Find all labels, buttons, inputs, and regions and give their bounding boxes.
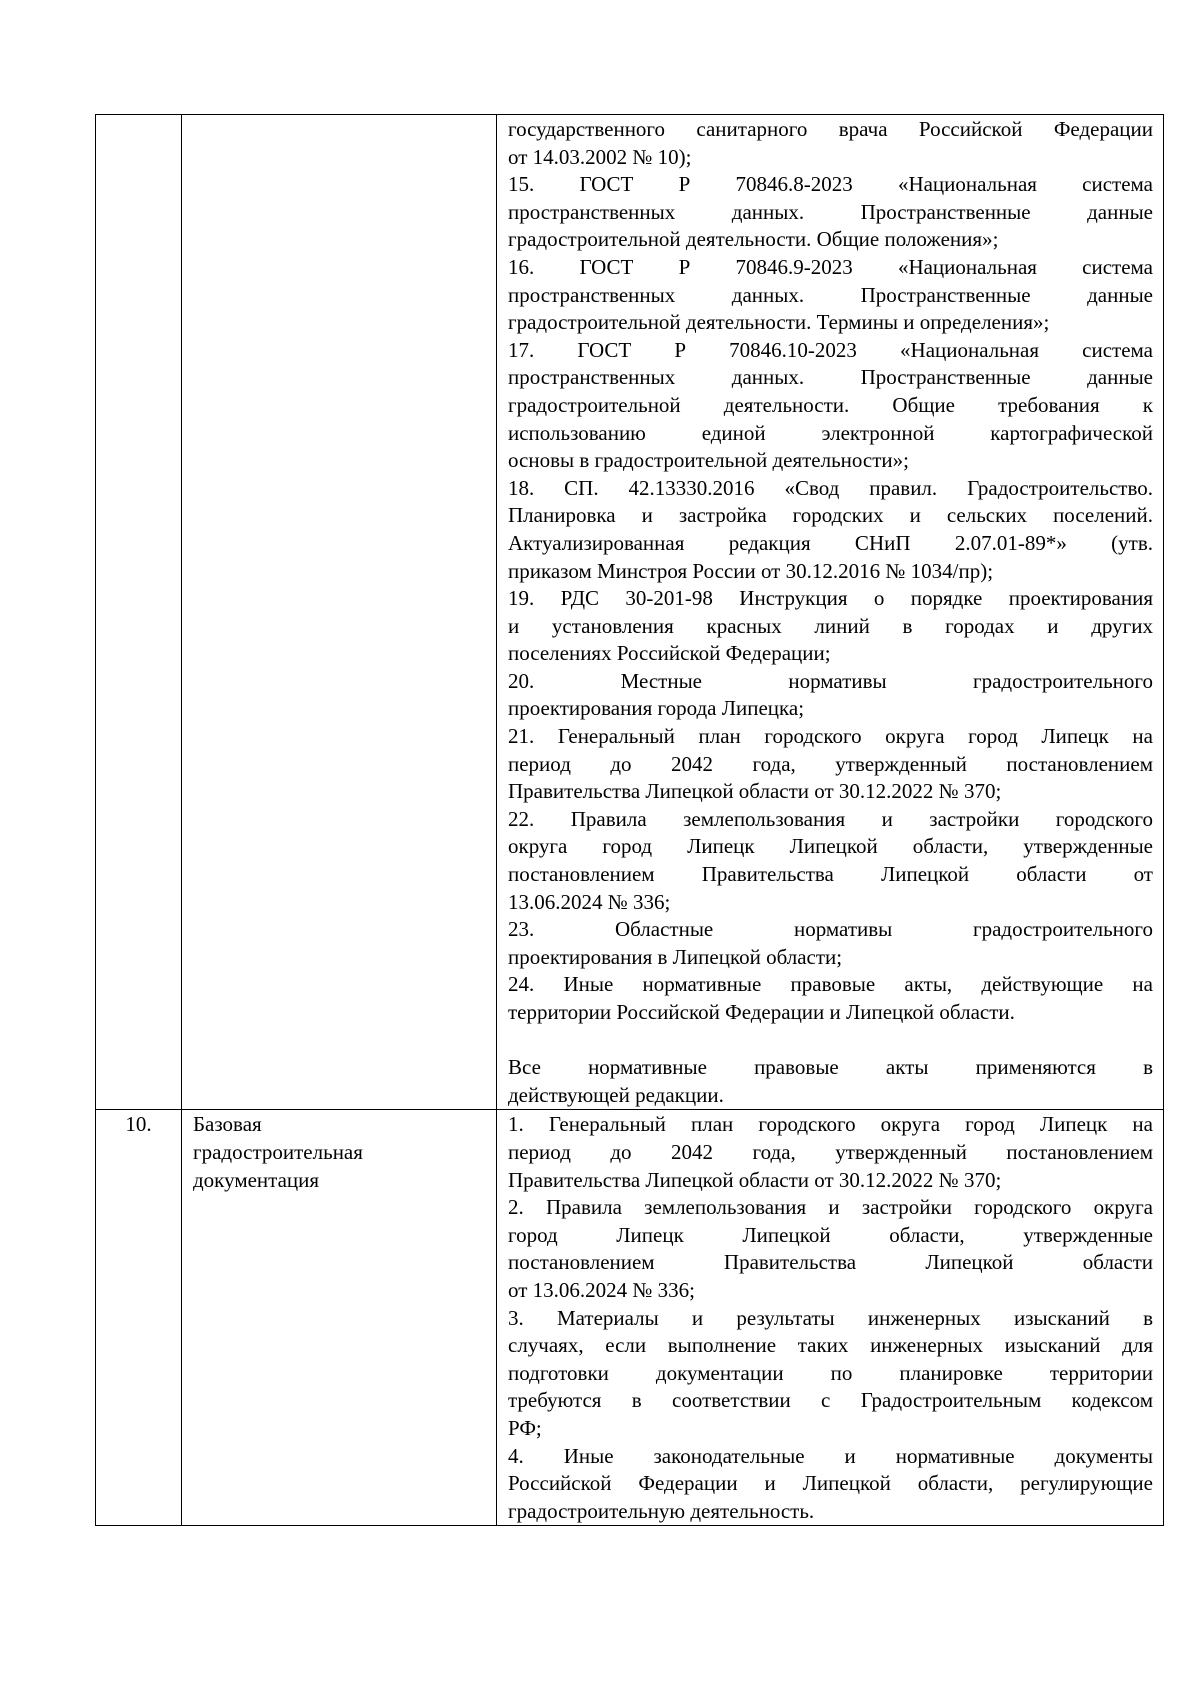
content-line: поселениях Российской Федерации; bbox=[508, 641, 831, 666]
content-line: период до 2042 года, утвержденный постановлением bbox=[508, 751, 1153, 776]
content-line: 3. Материалы и результаты инженерных изысканий в bbox=[508, 1305, 1153, 1330]
row-title-line: Базовая bbox=[193, 1112, 262, 1137]
content-line: постановлением Правительства Липецкой области bbox=[508, 1250, 1153, 1275]
content-line: проектирования в Липецкой области; bbox=[508, 944, 843, 969]
content-line: 23. Областные нормативы градостроительного bbox=[508, 917, 1153, 942]
row-content-cell bbox=[497, 115, 1164, 1110]
content-line: территории Российской Федерации и Липецкой области. bbox=[508, 1000, 1015, 1024]
content-line: Правительства Липецкой области от 30.12.2022 № 370; bbox=[508, 1167, 1002, 1192]
content-line: от 13.06.2024 № 336; bbox=[508, 1277, 696, 1302]
table-row bbox=[96, 115, 1164, 1110]
content-line: 24. Иные нормативные правовые акты, действующие на bbox=[508, 972, 1153, 997]
content-line: от 14.03.2002 № 10); bbox=[508, 144, 692, 169]
content-line: пространственных данных. Пространственные данные bbox=[508, 282, 1153, 307]
content-line: 16. ГОСТ Р 70846.9-2023 «Национальная система bbox=[508, 254, 1153, 279]
content-line: использованию единой электронной картографической bbox=[508, 420, 1153, 445]
content-line: государственного санитарного врача Российской Федерации bbox=[508, 117, 1153, 141]
content-line: приказом Минстроя России от 30.12.2016 № 1034/пр); bbox=[508, 558, 994, 583]
content-line: градостроительную деятельность. bbox=[508, 1498, 815, 1523]
row-title-cell bbox=[182, 1110, 497, 1526]
content-line: 20. Местные нормативы градостроительного bbox=[508, 668, 1153, 693]
content-line: и установления красных линий в городах и других bbox=[508, 613, 1153, 638]
content-line: Актуализированная редакция СНиП 2.07.01-89*» (утв. bbox=[508, 530, 1153, 555]
content-line: Российской Федерации и Липецкой области, регулирующие bbox=[508, 1471, 1153, 1496]
content-line: период до 2042 года, утвержденный постановлением bbox=[508, 1139, 1153, 1164]
content-line: градостроительной деятельности. Общие требования к bbox=[508, 392, 1153, 417]
content-line: 17. ГОСТ Р 70846.10-2023 «Национальная система bbox=[508, 337, 1153, 362]
content-line: 13.06.2024 № 336; bbox=[508, 889, 671, 914]
row-content-cell bbox=[497, 1110, 1164, 1526]
content-line: пространственных данных. Пространственные данные bbox=[508, 199, 1153, 224]
content-line: 21. Генеральный план городского округа город Липецк на bbox=[508, 724, 1153, 749]
content-line: Планировка и застройка городских и сельских поселений. bbox=[508, 503, 1153, 528]
row-number-cell bbox=[96, 1110, 182, 1526]
content-line: пространственных данных. Пространственные данные bbox=[508, 365, 1153, 390]
requirements-table bbox=[95, 114, 1164, 1526]
content-line: проектирования города Липецка; bbox=[508, 696, 805, 721]
content-line: постановлением Правительства Липецкой области от bbox=[508, 862, 1153, 887]
content-line: требуются в соответствии с Градостроительным кодексом bbox=[508, 1388, 1153, 1413]
content-line: округа город Липецк Липецкой области, утвержденные bbox=[508, 834, 1153, 859]
row-title-line: документация bbox=[193, 1167, 320, 1192]
content-line: основы в градостроительной деятельности»; bbox=[508, 448, 909, 473]
row-title-cell bbox=[182, 115, 497, 1110]
content-line: 22. Правила землепользования и застройки городского bbox=[508, 806, 1153, 831]
blank-line bbox=[508, 1027, 1153, 1055]
content-line: 15. ГОСТ Р 70846.8-2023 «Национальная система bbox=[508, 172, 1153, 197]
row-number-cell bbox=[96, 115, 182, 1110]
content-line: 18. СП. 42.13330.2016 «Свод правил. Градостроительство. bbox=[508, 475, 1153, 500]
row-title-line: градостроительная bbox=[193, 1139, 363, 1164]
content-line: случаях, если выполнение таких инженерных изысканий для bbox=[508, 1333, 1153, 1358]
content-line: 1. Генеральный план городского округа город Липецк на bbox=[508, 1112, 1153, 1137]
content-line: 4. Иные законодательные и нормативные документы bbox=[508, 1443, 1153, 1468]
content-line: градостроительной деятельности. Общие положения»; bbox=[508, 227, 999, 252]
content-line: Все нормативные правовые акты применяются в bbox=[508, 1055, 1153, 1080]
content-line: подготовки документации по планировке территории bbox=[508, 1360, 1153, 1385]
content-line: градостроительной деятельности. Термины и определения»; bbox=[508, 310, 1050, 335]
content-line: 19. РДС 30-201-98 Инструкция о порядке проектирования bbox=[508, 586, 1153, 611]
content-line: действующей редакции. bbox=[508, 1082, 724, 1107]
row-number: 10. bbox=[125, 1112, 152, 1137]
table-row bbox=[96, 1110, 1164, 1526]
content-line: РФ; bbox=[508, 1415, 542, 1440]
table-body bbox=[96, 115, 1164, 1526]
content-line: Правительства Липецкой области от 30.12.2022 № 370; bbox=[508, 779, 1002, 804]
content-line: 2. Правила землепользования и застройки городского округа bbox=[508, 1195, 1153, 1220]
content-line: город Липецк Липецкой области, утвержденные bbox=[508, 1222, 1153, 1247]
